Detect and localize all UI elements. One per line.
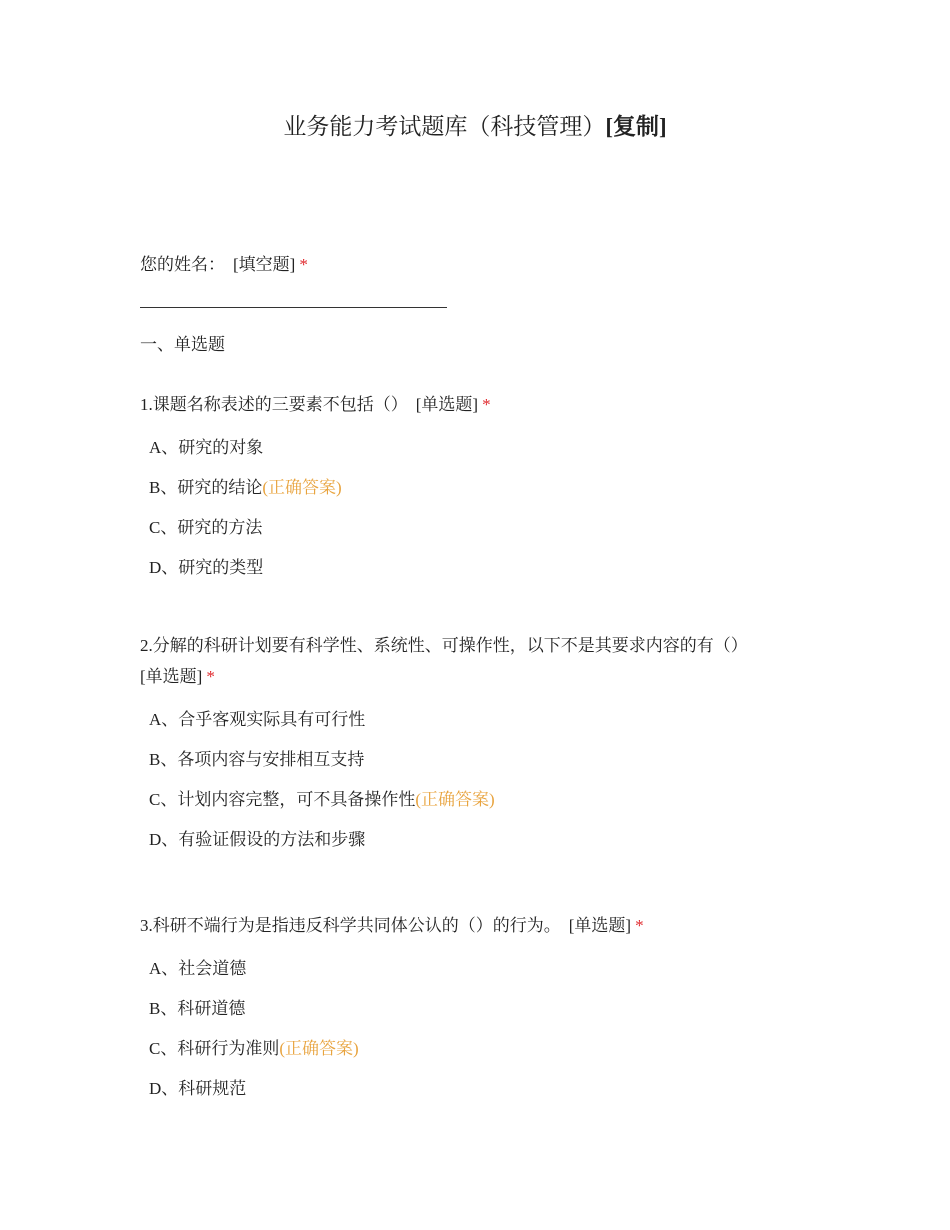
name-question (140, 249, 820, 280)
name-type-tag: [填空题] (233, 255, 296, 274)
option-a[interactable] (149, 708, 820, 732)
question-type-tag: [单选题] (415, 395, 479, 414)
question-2-text: 2.分解的科研计划要有科学性、系统性、可操作性，以下不是其要求内容的有（） (140, 636, 748, 655)
name-input-line[interactable] (140, 307, 447, 308)
required-mark: * (206, 667, 215, 686)
option-label: B、科研道德 (149, 999, 246, 1018)
option-label: C、科研行为准则 (149, 1039, 280, 1058)
option-b[interactable] (149, 997, 820, 1021)
question-text (140, 389, 820, 420)
option-label: D、研究的类型 (149, 558, 264, 577)
correct-answer-note: (正确答案) (279, 1039, 359, 1058)
option-c[interactable] (149, 788, 820, 812)
section-title: 一、单选题 (140, 335, 225, 354)
required-mark: * (635, 916, 644, 935)
option-label: C、计划内容完整，可不具备操作性 (149, 790, 416, 809)
title-main: 业务能力考试题库（科技管理） (283, 114, 606, 139)
question-text (140, 910, 820, 941)
option-c[interactable] (149, 1037, 820, 1061)
option-a[interactable] (149, 436, 820, 460)
option-c[interactable] (149, 516, 820, 540)
correct-answer-note: (正确答案) (262, 478, 342, 497)
option-d[interactable] (149, 828, 820, 852)
question-type-tag: [单选题] (568, 916, 632, 935)
name-label: 您的姓名： (140, 255, 225, 274)
option-label: A、研究的对象 (149, 438, 264, 457)
option-d[interactable] (149, 1077, 820, 1101)
option-label: B、研究的结论 (149, 478, 263, 497)
option-b[interactable] (149, 476, 820, 500)
question-type-tag: [单选题] (140, 667, 203, 686)
option-label: A、合乎客观实际具有可行性 (149, 710, 366, 729)
question-text (140, 630, 820, 692)
title-suffix: [复制] (605, 114, 667, 139)
option-list (140, 708, 820, 852)
option-label: D、科研规范 (149, 1079, 247, 1098)
option-list (140, 957, 820, 1101)
option-list (140, 436, 820, 580)
correct-answer-note: (正确答案) (415, 790, 495, 809)
option-b[interactable] (149, 748, 820, 772)
option-label: D、有验证假设的方法和步骤 (149, 830, 366, 849)
option-d[interactable] (149, 556, 820, 580)
option-a[interactable] (149, 957, 820, 981)
question-2 (140, 630, 820, 868)
required-mark: * (482, 395, 491, 414)
question-3 (140, 910, 820, 1117)
option-label: A、社会道德 (149, 959, 247, 978)
question-1-text: 1.课题名称表述的三要素不包括（） (140, 395, 408, 414)
required-mark: * (299, 255, 308, 274)
question-3-text: 3.科研不端行为是指违反科学共同体公认的（）的行为。 (140, 916, 561, 935)
page-title (0, 110, 950, 144)
option-label: B、各项内容与安排相互支持 (149, 750, 365, 769)
question-1 (140, 389, 820, 596)
option-label: C、研究的方法 (149, 518, 263, 537)
